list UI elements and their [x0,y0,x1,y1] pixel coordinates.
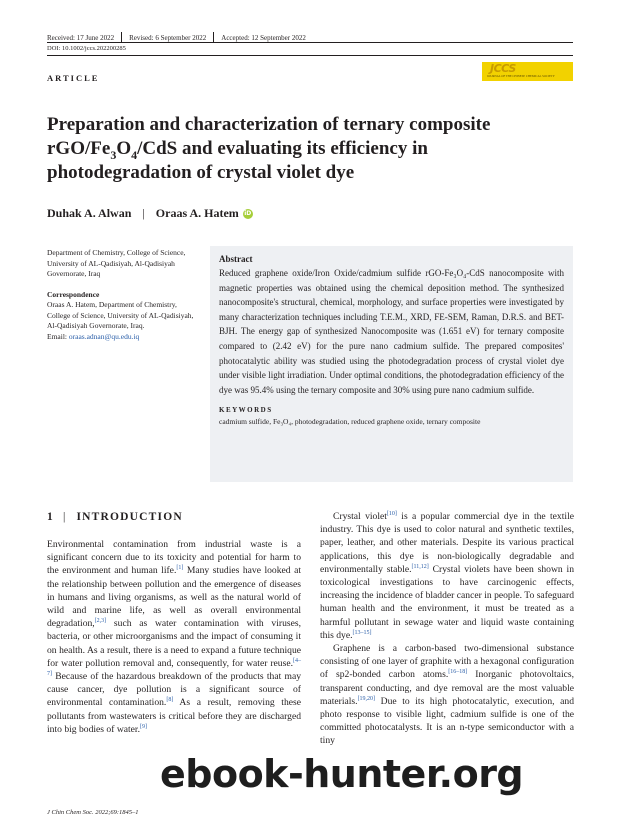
left-column [47,538,301,736]
article-type-label: ARTICLE [47,73,100,83]
author-separator: | [142,206,145,220]
reference-link[interactable]: [4–7] [47,657,301,677]
author-name[interactable]: Oraas A. Hatem [155,206,239,220]
header-rule [47,55,573,56]
correspondence-heading: Correspondence [47,289,100,299]
paragraph: Crystal violet[10] is a popular commercial dye in the textile industry. This dye is used to color natural and synthetic textiles, paper, leather, and other materials. Despite its various practical applications, this dye is non-biologically degradable and environmentally stable.[11,12] Crystal violets have been shown in toxicological investigations to have carcinogenic effects, increasing the incidence of bladder cancer in people. To safeguard human health and the environment, it must be treated as a harmful pollutant in sewage water and liquid waste containing this dye.[13–15] [320,510,574,641]
paragraph: Graphene is a carbon-based two-dimensional substance consisting of one layer of graphite with a hexagonal configuration of sp2-bonded carbon atoms.[16–18] Inorganic photovoltaics, transparent conducting, and dye removal are the most valuable materials.[19,20] Due to its high photocatalytic, execution, and photo response to visible light, cadmium sulfide is one of the committed photocatalysts. It is an n-type semiconductor with a tiny [320,643,574,747]
title-line: Preparation and characterization of ternary composite [47,114,491,135]
reference-link[interactable]: [1] [176,565,184,572]
revised-date: Revised: 6 September 2022 [129,33,207,42]
author-name[interactable]: Duhak A. Alwan [47,206,132,220]
abstract-box [210,246,573,482]
watermark: ebook-hunter.org [160,752,524,796]
footer-citation: J Chin Chem Soc. 2022;69:1845–1 [47,809,139,816]
journal-logo-text: JCCS [490,62,516,75]
affiliation-text: Department of Chemistry, College of Science, University of AL-Qadisiyah, Al-Qadisiyah Governorate, Iraq [47,248,186,278]
section-number: 1 [47,511,54,523]
orcid-icon[interactable]: iD [244,209,252,217]
email-link[interactable]: oraas.adnan@qu.edu.iq [68,331,140,341]
doi[interactable]: DOI: 10.1002/jccs.202200285 [47,45,126,52]
keywords-heading: KEYWORDS [219,406,273,415]
paragraph: Environmental contamination from industrial waste is a significant concern due to its toxicity and potential for harm to the environment and human life.[1] Many studies have looked at the relationship between pollution and the emergence of diseases in humans and living organisms, as well as the natural world of wild and marine life, as well as overall environmental degradation,[2,3] such as water contamination with viruses, bacteria, or other microorganisms and the impact of consuming it on health. As a result, there is a need to expand a future technique for water pollution removal and, consequently, for water reuse.[4–7] Because of the hazardous breakdown of the products that may cause cancer, dye pollution is a significant source of environmental contamination.[8] As a result, removing these pollutants from wastewaters is critical before they are discharged into big bodies of water.[9] [47,539,302,735]
reference-link[interactable]: [2,3] [94,618,107,625]
journal-logo[interactable] [482,62,573,81]
abstract-text: Reduced graphene oxide/Iron Oxide/cadmium sulfide rGO-Fe₃O₄-CdS nanocomposite with magnetic properties was obtained using the chemical deposition method. The synthesized nanocomposite's structural, chemical, morphology, and surface properties were investigated by many characterization techniques including T.E.M., XRD, FE-SEM, Raman, D.R.S. and BET-BJH. The energy gap of synthesized Nanocomposite was (1.651 eV) for ternary composite compared to (2.42 eV) for the pure nano cadmium sulfide. The prepared composites' photocatalytic ability was studied using the photodegradation process of crystal violet dye under visible light irradiation. Under optimal conditions, the photodegradation efficiency of the dye was 95.4% using the ternary composite and 30% using pure nano cadmium sulfide. [219,268,564,395]
accepted-date: Accepted: 12 September 2022 [221,33,306,42]
author-list [47,206,253,221]
section-title: INTRODUCTION [76,511,183,523]
paper-title [47,113,567,185]
received-date: Received: 17 June 2022 [47,33,115,42]
reference-link[interactable]: [19,20] [357,695,376,702]
reference-link[interactable]: [9] [140,723,147,730]
journal-logo-subtext: JOURNAL OF THE CHINESE CHEMICAL SOCIETY [487,74,555,78]
keywords-text: cadmium sulfide, Fe₃O₄, photodegradation, reduced graphene oxide, ternary composite [219,417,481,427]
header-rule [47,42,573,43]
reference-link[interactable]: [10] [386,510,397,517]
title-line: photodegradation of crystal violet dye [47,162,355,183]
email-line: Email: oraas.adnan@qu.edu.iq [47,331,140,341]
reference-link[interactable]: [16–18] [448,669,468,676]
section-separator: | [62,511,67,523]
title-line: rGO/$Fe_3O_4$/CdS and evaluating its efficiency in [47,138,428,162]
reference-link[interactable]: [11,12] [411,563,429,570]
abstract-heading: Abstract [219,254,253,264]
section-heading [47,511,183,523]
reference-link[interactable]: [13–15] [352,629,372,636]
right-column [320,510,574,748]
correspondence-text: Oraas A. Hatem, Department of Chemistry, College of Science, University of AL-Qadisiyah, Al-Qadisiyah Governorate, Iraq. [47,300,194,330]
affiliation-block [47,248,197,342]
reference-link[interactable]: [8] [166,697,174,704]
